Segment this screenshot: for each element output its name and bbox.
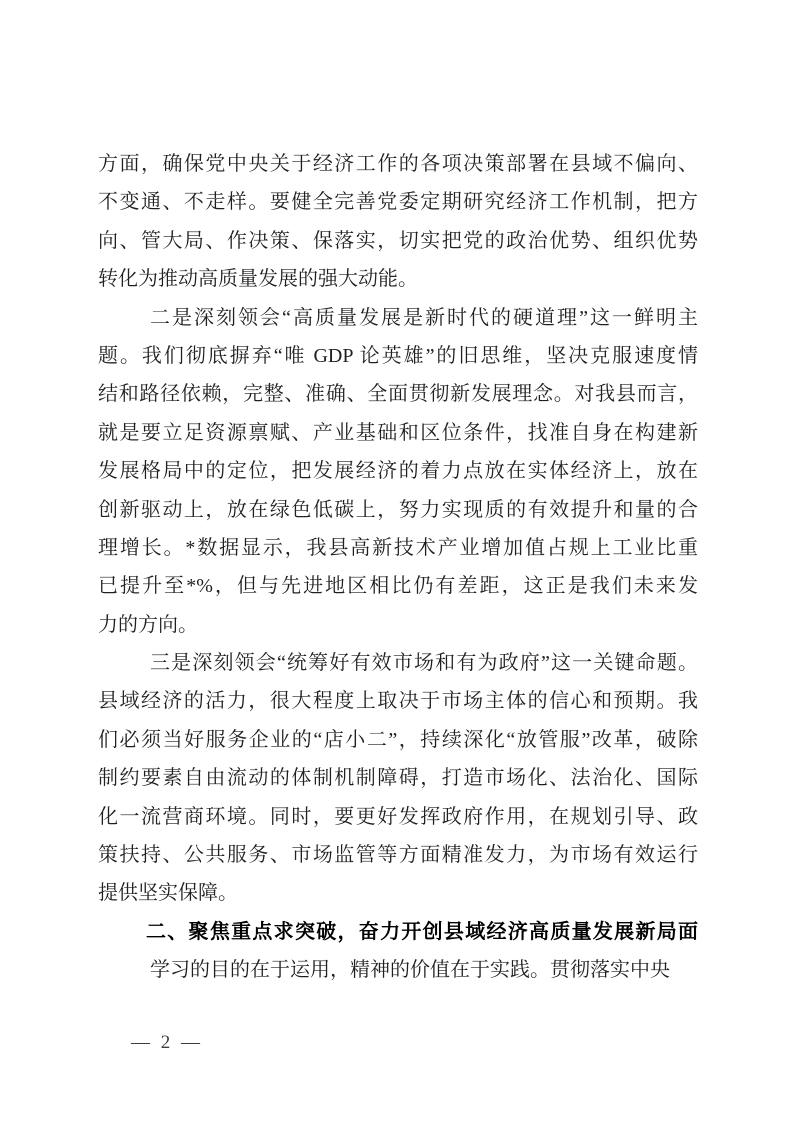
- text-line: 题。我们彻底摒弃“唯 GDP 论英雄”的旧思维，坚决克服速度情: [98, 344, 698, 367]
- text-line: 不变通、不走样。要健全完善党委定期研究经济工作机制，把方: [98, 191, 698, 214]
- text-line: 已提升至*%，但与先进地区相比仍有差距，这正是我们未来发: [98, 575, 698, 598]
- text-line: 制约要素自由流动的体制机制障碍，打造市场化、法治化、国际: [98, 767, 698, 790]
- text-line: 就是要立足资源禀赋、产业基础和区位条件，找准自身在构建新: [98, 421, 698, 444]
- section-heading: 二、聚焦重点求突破，奋力开创县域经济高质量发展新局面: [146, 920, 698, 943]
- text-line: 结和路径依赖，完整、准确、全面贯彻新发展理念。对我县而言，: [98, 383, 698, 406]
- text-line: 转化为推动高质量发展的强大动能。: [98, 268, 418, 291]
- text-line: 学习的目的在于运用，精神的价值在于实践。贯彻落实中央: [150, 959, 670, 982]
- text-line: 向、管大局、作决策、保落实，切实把党的政治优势、组织优势: [98, 229, 698, 252]
- text-line: 们必须当好服务企业的“店小二”，持续深化“放管服”改革，破除: [98, 728, 698, 751]
- text-line: 提供坚实保障。: [98, 882, 238, 905]
- page-number: — 2 —: [131, 1032, 203, 1053]
- text-line: 发展格局中的定位，把发展经济的着力点放在实体经济上，放在: [98, 460, 698, 483]
- text-line: 力的方向。: [98, 613, 198, 636]
- text-line: 策扶持、公共服务、市场监管等方面精准发力，为市场有效运行: [98, 844, 698, 867]
- text-line: 二是深刻领会“高质量发展是新时代的硬道理”这一鲜明主: [150, 306, 698, 329]
- text-line: 方面，确保党中央关于经济工作的各项决策部署在县域不偏向、: [98, 153, 698, 175]
- document-body: [98, 145, 698, 990]
- text-line: 三是深刻领会“统筹好有效市场和有为政府”这一关键命题。: [150, 652, 698, 675]
- text-line: 县域经济的活力，很大程度上取决于市场主体的信心和预期。我: [98, 690, 698, 713]
- text-line: 理增长。*数据显示，我县高新技术产业增加值占规上工业比重: [98, 536, 698, 559]
- text-line: 化一流营商环境。同时，要更好发挥政府作用，在规划引导、政: [98, 805, 698, 828]
- text-line: 创新驱动上，放在绿色低碳上，努力实现质的有效提升和量的合: [98, 498, 698, 521]
